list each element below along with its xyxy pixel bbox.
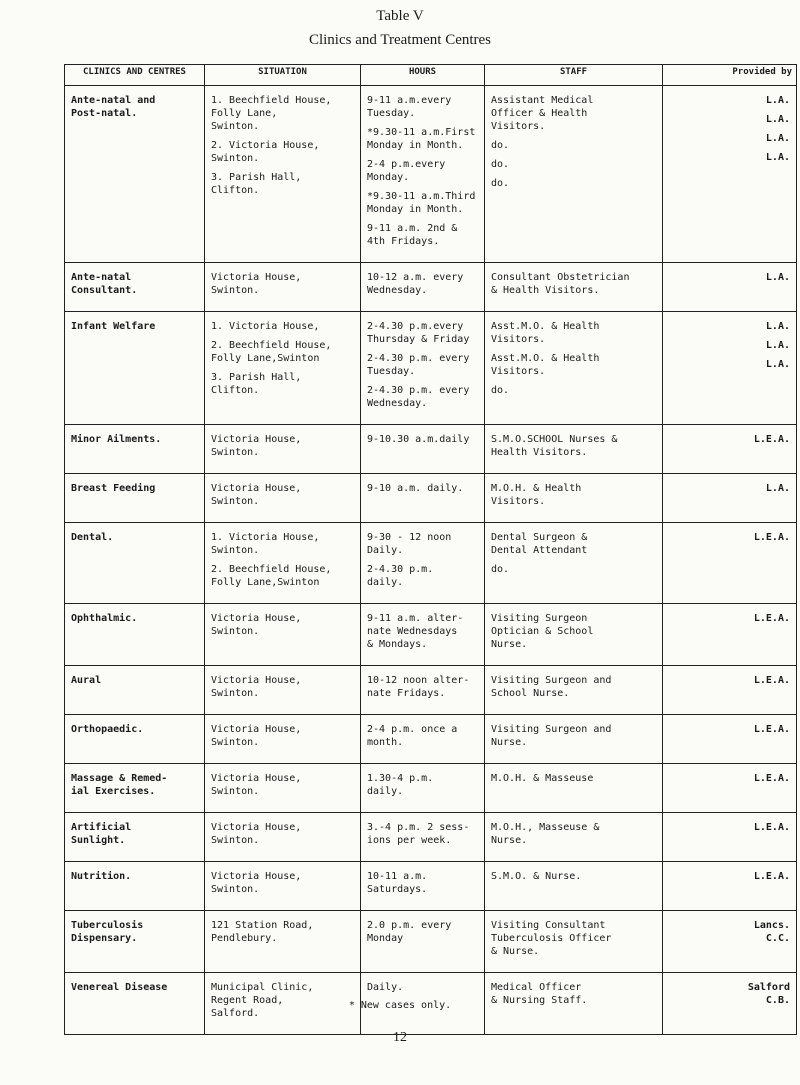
- hours-entry: 9-11 a.m. alter- nate Wednesdays & Mondays.: [367, 613, 464, 650]
- clinic-name: Aural: [71, 675, 102, 686]
- staff-cell: [485, 425, 663, 474]
- staff-cell: [485, 813, 663, 862]
- situation-cell: [205, 666, 361, 715]
- provided-cell: [663, 312, 797, 425]
- hours-cell: [361, 523, 485, 604]
- staff-cell: [485, 86, 663, 263]
- hours-entry: 2-4.30 p.m. every Tuesday.: [367, 353, 470, 377]
- clinic-cell: [65, 764, 205, 813]
- provided-cell: [663, 764, 797, 813]
- situation-entry: 121 Station Road, Pendlebury.: [211, 920, 314, 944]
- hours-cell: [361, 715, 485, 764]
- staff-entry: S.M.O.SCHOOL Nurses & Health Visitors.: [491, 434, 618, 458]
- provided-cell: [663, 86, 797, 263]
- provided-entry: L.A.: [765, 340, 790, 351]
- staff-entry: S.M.O. & Nurse.: [491, 871, 582, 882]
- clinic-name: Massage & Remed- ial Exercises.: [71, 773, 168, 797]
- table-row: [65, 474, 797, 523]
- situation-entry: Victoria House, Swinton.: [211, 272, 302, 296]
- table-row: [65, 523, 797, 604]
- staff-entry: Visiting Consultant Tuberculosis Officer & Nurse.: [491, 920, 612, 957]
- clinic-cell: [65, 666, 205, 715]
- clinic-name: Infant Welfare: [71, 321, 156, 332]
- situation-entry: Municipal Clinic, Regent Road, Salford.: [211, 982, 314, 1019]
- hours-entry: 2-4 p.m.every Monday.: [367, 159, 446, 183]
- staff-cell: [485, 764, 663, 813]
- staff-entry: M.O.H. & Masseuse: [491, 773, 594, 784]
- provided-cell: [663, 523, 797, 604]
- hours-entry: 10-12 noon alter- nate Fridays.: [367, 675, 470, 699]
- clinic-name: Ophthalmic.: [71, 613, 138, 624]
- provided-cell: [663, 813, 797, 862]
- situation-cell: [205, 604, 361, 666]
- clinic-name: Nutrition.: [71, 871, 132, 882]
- provided-cell: [663, 666, 797, 715]
- table-row: [65, 86, 797, 263]
- staff-entry: Assistant Medical Officer & Health Visitors.: [491, 95, 594, 132]
- clinic-cell: [65, 86, 205, 263]
- hours-cell: [361, 474, 485, 523]
- provided-cell: [663, 425, 797, 474]
- situation-entry: 1. Victoria House,: [211, 321, 320, 332]
- table-row: [65, 666, 797, 715]
- staff-cell: [485, 474, 663, 523]
- clinic-name: Breast Feeding: [71, 483, 156, 494]
- clinic-cell: [65, 813, 205, 862]
- situation-entry: 2. Victoria House, Swinton.: [211, 140, 320, 164]
- situation-entry: 2. Beechfield House, Folly Lane,Swinton: [211, 340, 332, 364]
- table-row: [65, 715, 797, 764]
- hours-entry: 9-10 a.m. daily.: [367, 483, 464, 494]
- table-row: [65, 604, 797, 666]
- staff-entry: Visiting Surgeon and School Nurse.: [491, 675, 612, 699]
- situation-cell: [205, 523, 361, 604]
- clinic-name: Dental.: [71, 532, 114, 543]
- provided-entry: L.A.: [765, 359, 790, 370]
- hours-entry: 2-4.30 p.m. daily.: [367, 564, 434, 588]
- situation-cell: [205, 862, 361, 911]
- hours-entry: 9-30 - 12 noon Daily.: [367, 532, 452, 556]
- hours-entry: 3.-4 p.m. 2 sess- ions per week.: [367, 822, 470, 846]
- clinic-cell: [65, 474, 205, 523]
- clinic-cell: [65, 604, 205, 666]
- clinic-name: Artificial Sunlight.: [71, 822, 132, 846]
- staff-cell: [485, 911, 663, 973]
- staff-entry: Consultant Obstetrician & Health Visitors.: [491, 272, 630, 296]
- clinic-cell: [65, 425, 205, 474]
- table-number: Table V: [376, 8, 424, 24]
- provided-cell: [663, 911, 797, 973]
- clinic-name: Orthopaedic.: [71, 724, 144, 735]
- staff-entry: do.: [491, 564, 510, 575]
- header-provided-by: Provided by: [663, 65, 797, 86]
- hours-cell: [361, 862, 485, 911]
- situation-entry: Victoria House, Swinton.: [211, 822, 302, 846]
- staff-cell: [485, 604, 663, 666]
- staff-cell: [485, 666, 663, 715]
- staff-entry: do.: [491, 385, 510, 396]
- situation-cell: [205, 764, 361, 813]
- situation-cell: [205, 312, 361, 425]
- staff-entry: Visiting Surgeon and Nurse.: [491, 724, 612, 748]
- provided-entry: L.A.: [765, 483, 790, 494]
- hours-cell: [361, 666, 485, 715]
- situation-cell: [205, 715, 361, 764]
- provided-entry: L.E.A.: [753, 613, 790, 624]
- table-row: [65, 813, 797, 862]
- clinic-cell: [65, 263, 205, 312]
- provided-entry: L.E.A.: [753, 773, 790, 784]
- situation-entry: Victoria House, Swinton.: [211, 675, 302, 699]
- staff-entry: M.O.H., Masseuse & Nurse.: [491, 822, 600, 846]
- header-staff: STAFF: [485, 65, 663, 86]
- hours-entry: 9-11 a.m.every Tuesday.: [367, 95, 452, 119]
- hours-cell: [361, 764, 485, 813]
- hours-cell: [361, 813, 485, 862]
- clinic-cell: [65, 312, 205, 425]
- situation-entry: 1. Victoria House, Swinton.: [211, 532, 320, 556]
- clinic-name: Tuberculosis Dispensary.: [71, 920, 144, 944]
- provided-entry: L.E.A.: [753, 871, 790, 882]
- header-clinics: CLINICS AND CENTRES: [65, 65, 205, 86]
- situation-entry: Victoria House, Swinton.: [211, 434, 302, 458]
- clinic-cell: [65, 911, 205, 973]
- staff-entry: Asst.M.O. & Health Visitors.: [491, 353, 600, 377]
- hours-entry: 9-11 a.m. 2nd & 4th Fridays.: [367, 223, 458, 247]
- hours-entry: 2.0 p.m. every Monday: [367, 920, 452, 944]
- situation-entry: 3. Parish Hall, Clifton.: [211, 172, 302, 196]
- hours-entry: *9.30-11 a.m.First Monday in Month.: [367, 127, 476, 151]
- provided-cell: [663, 604, 797, 666]
- provided-entry: Lancs. C.C.: [753, 920, 790, 944]
- provided-entry: L.E.A.: [753, 822, 790, 833]
- hours-cell: [361, 312, 485, 425]
- provided-entry: L.A.: [765, 272, 790, 283]
- page-title: Clinics and Treatment Centres: [308, 32, 492, 48]
- situation-entry: Victoria House, Swinton.: [211, 483, 302, 507]
- hours-cell: [361, 911, 485, 973]
- situation-entry: Victoria House, Swinton.: [211, 773, 302, 797]
- staff-entry: Visiting Surgeon Optician & School Nurse.: [491, 613, 594, 650]
- clinic-cell: [65, 862, 205, 911]
- hours-entry: *9.30-11 a.m.Third Monday in Month.: [367, 191, 476, 215]
- staff-cell: [485, 862, 663, 911]
- situation-cell: [205, 263, 361, 312]
- hours-cell: [361, 86, 485, 263]
- situation-entry: 2. Beechfield House, Folly Lane,Swinton: [211, 564, 332, 588]
- table-row: [65, 862, 797, 911]
- hours-entry: 10-12 a.m. every Wednesday.: [367, 272, 464, 296]
- table-row: [65, 764, 797, 813]
- staff-cell: [485, 523, 663, 604]
- table-header-row: [65, 65, 797, 86]
- situation-cell: [205, 911, 361, 973]
- provided-cell: [663, 862, 797, 911]
- situation-cell: [205, 425, 361, 474]
- provided-entry: L.E.A.: [753, 434, 790, 445]
- footnote: * New cases only.: [348, 1000, 452, 1011]
- table-row: [65, 911, 797, 973]
- situation-cell: [205, 813, 361, 862]
- header-situation: SITUATION: [205, 65, 361, 86]
- provided-cell: [663, 263, 797, 312]
- hours-entry: 2-4 p.m. once a month.: [367, 724, 458, 748]
- staff-cell: [485, 312, 663, 425]
- hours-entry: 1.30-4 p.m. daily.: [367, 773, 434, 797]
- header-hours: HOURS: [361, 65, 485, 86]
- provided-entry: L.A.: [765, 114, 790, 125]
- clinic-name: Minor Ailments.: [71, 434, 162, 445]
- provided-entry: L.A.: [765, 321, 790, 332]
- page-number: 12: [393, 1030, 407, 1045]
- hours-entry: 10-11 a.m. Saturdays.: [367, 871, 428, 895]
- table-row: [65, 425, 797, 474]
- hours-cell: [361, 604, 485, 666]
- hours-cell: [361, 425, 485, 474]
- situation-entry: Victoria House, Swinton.: [211, 613, 302, 637]
- clinic-name: Ante-natal Consultant.: [71, 272, 138, 296]
- provided-cell: [663, 715, 797, 764]
- situation-cell: [205, 86, 361, 263]
- table-row: [65, 312, 797, 425]
- clinic-cell: [65, 715, 205, 764]
- provided-cell: [663, 474, 797, 523]
- clinic-cell: [65, 523, 205, 604]
- situation-entry: 1. Beechfield House, Folly Lane, Swinton.: [211, 95, 332, 132]
- staff-cell: [485, 715, 663, 764]
- clinic-name: Ante-natal and Post-natal.: [71, 95, 156, 119]
- staff-cell: [485, 263, 663, 312]
- provided-entry: L.E.A.: [753, 532, 790, 543]
- clinic-name: Venereal Disease: [71, 982, 168, 993]
- hours-entry: Daily.: [367, 982, 404, 993]
- clinics-table: [64, 64, 797, 1035]
- staff-entry: Medical Officer & Nursing Staff.: [491, 982, 588, 1006]
- table-row: [65, 263, 797, 312]
- provided-entry: L.A.: [765, 133, 790, 144]
- provided-entry: Salford C.B.: [747, 982, 790, 1006]
- hours-entry: 2-4.30 p.m. every Wednesday.: [367, 385, 470, 409]
- provided-entry: L.E.A.: [753, 724, 790, 735]
- staff-entry: Dental Surgeon & Dental Attendant: [491, 532, 588, 556]
- staff-entry: do.: [491, 140, 510, 151]
- hours-cell: [361, 263, 485, 312]
- hours-entry: 9-10.30 a.m.daily: [367, 434, 470, 445]
- staff-entry: M.O.H. & Health Visitors.: [491, 483, 582, 507]
- staff-entry: Asst.M.O. & Health Visitors.: [491, 321, 600, 345]
- situation-cell: [205, 474, 361, 523]
- situation-entry: Victoria House, Swinton.: [211, 724, 302, 748]
- situation-entry: Victoria House, Swinton.: [211, 871, 302, 895]
- staff-entry: do.: [491, 159, 510, 170]
- hours-entry: 2-4.30 p.m.every Thursday & Friday: [367, 321, 470, 345]
- provided-entry: L.E.A.: [753, 675, 790, 686]
- staff-entry: do.: [491, 178, 510, 189]
- situation-entry: 3. Parish Hall, Clifton.: [211, 372, 302, 396]
- provided-entry: L.A.: [765, 95, 790, 106]
- provided-entry: L.A.: [765, 152, 790, 163]
